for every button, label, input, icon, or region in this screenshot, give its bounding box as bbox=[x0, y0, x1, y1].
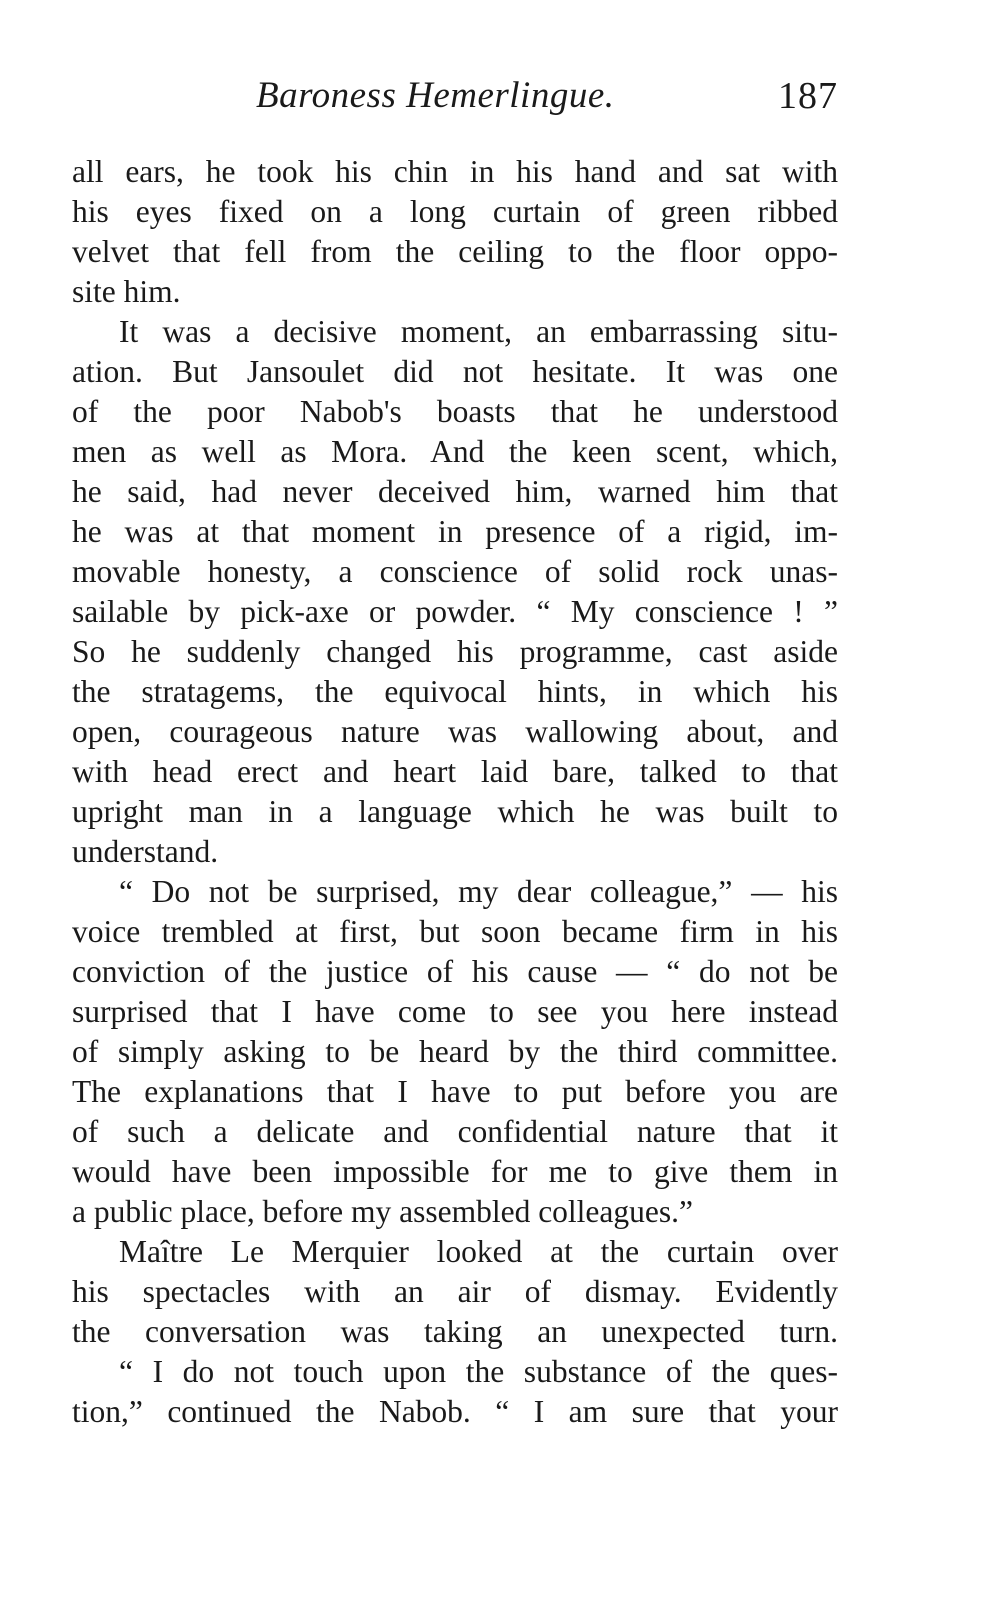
text-line: It was a decisive moment, an embarrassing situ- bbox=[119, 314, 838, 349]
text-line: tion,” continued the Nabob. “ I am sure that your bbox=[72, 1394, 838, 1429]
text-line: “ I do not touch upon the substance of the ques- bbox=[119, 1354, 838, 1389]
text-line: ation. But Jansoulet did not hesitate. It was one bbox=[72, 354, 838, 389]
text-line: surprised that I have come to see you here instead bbox=[72, 994, 838, 1029]
body-text bbox=[72, 152, 838, 1432]
text-line: understand. bbox=[72, 834, 219, 869]
text-line: would have been impossible for me to give them in bbox=[72, 1154, 838, 1189]
text-line: “ Do not be surprised, my dear colleague,” — his bbox=[119, 874, 838, 909]
text-line: conviction of the justice of his cause — “ do not be bbox=[72, 954, 838, 989]
text-line: men as well as Mora. And the keen scent, which, bbox=[72, 434, 838, 469]
page-number: 187 bbox=[778, 75, 838, 117]
page-header bbox=[72, 74, 838, 134]
text-line: of simply asking to be heard by the third committee. bbox=[72, 1034, 838, 1069]
text-line: the stratagems, the equivocal hints, in which his bbox=[72, 674, 838, 709]
text-line: his spectacles with an air of dismay. Evidently bbox=[72, 1274, 838, 1309]
text-line: upright man in a language which he was built to bbox=[72, 794, 838, 829]
running-title: Baroness Hemerlingue. bbox=[256, 75, 615, 116]
text-line: all ears, he took his chin in his hand and sat with bbox=[72, 154, 838, 189]
text-line: site him. bbox=[72, 274, 181, 309]
text-line: Maître Le Merquier looked at the curtain over bbox=[119, 1234, 838, 1269]
text-line: voice trembled at first, but soon became firm in his bbox=[72, 914, 838, 949]
text-line: of the poor Nabob's boasts that he understood bbox=[72, 394, 838, 429]
text-line: the conversation was taking an unexpected turn. bbox=[72, 1314, 838, 1349]
text-line: his eyes fixed on a long curtain of green ribbed bbox=[72, 194, 838, 229]
text-line: open, courageous nature was wallowing about, and bbox=[72, 714, 838, 749]
text-line: movable honesty, a conscience of solid rock unas- bbox=[72, 554, 838, 589]
text-line: The explanations that I have to put before you are bbox=[72, 1074, 838, 1109]
text-line: velvet that fell from the ceiling to the floor oppo- bbox=[72, 234, 838, 269]
text-line: sailable by pick-axe or powder. “ My conscience ! ” bbox=[72, 594, 838, 629]
text-line: a public place, before my assembled colleagues.” bbox=[72, 1194, 693, 1229]
text-line: of such a delicate and confidential nature that it bbox=[72, 1114, 838, 1149]
text-line: with head erect and heart laid bare, talked to that bbox=[72, 754, 838, 789]
text-line: he said, had never deceived him, warned him that bbox=[72, 474, 838, 509]
text-line: he was at that moment in presence of a rigid, im- bbox=[72, 514, 838, 549]
text-line: So he suddenly changed his programme, cast aside bbox=[72, 634, 838, 669]
